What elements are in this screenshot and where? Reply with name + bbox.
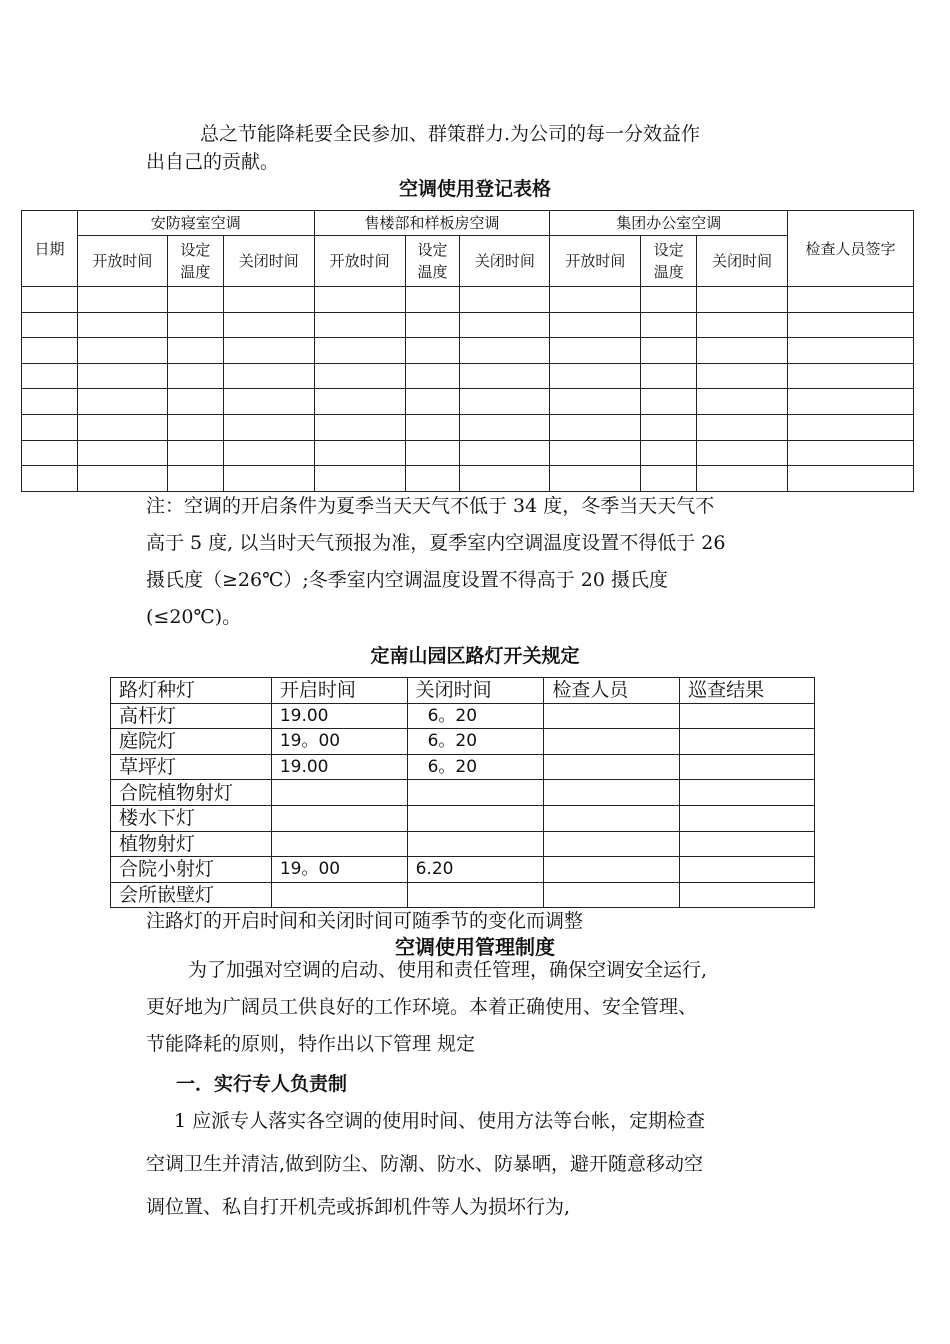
ac-table-cell [77,389,167,415]
ac-table-cell [22,287,78,313]
ac-table-cell [641,338,697,364]
ac-table-cell [405,414,460,440]
lamp-table-cell [544,831,680,857]
ac-note-line-2: 高于 5 度, 以当时天气预报为准，夏季室内空调温度设置不得低于 26 [146,532,726,554]
lamp-table-cell: 楼水下灯 [111,805,272,831]
ac-table-title: 空调使用登记表格 [398,178,551,200]
street-lamp-table [110,677,815,908]
ac-table-cell [22,414,78,440]
ac-table-cell [405,440,460,466]
lamp-table-row [111,729,815,755]
set-temp-header [405,236,460,287]
ac-table-cell [697,312,788,338]
lamp-table-row [111,805,815,831]
ac-table-cell [697,389,788,415]
lamp-table-row [111,882,815,908]
lamp-table-cell [680,831,815,857]
close-time-header: 关闭时间 [223,236,314,287]
ac-table-cell [641,363,697,389]
ac-table-cell [314,440,405,466]
lamp-table-row [111,703,815,729]
lamp-table-cell: 庭院灯 [111,729,272,755]
ac-table-cell [641,414,697,440]
policy-title: 空调使用管理制度 [395,935,555,959]
ac-table-cell [460,363,550,389]
lamp-note: 注路灯的开启时间和关闭时间可随季节的变化而调整 [146,910,584,932]
lamp-table-cell: 19。00 [271,729,407,755]
set-temp-line-2: 温度 [180,263,211,281]
lamp-table-cell: 植物射灯 [111,831,272,857]
ac-table-cell [77,287,167,313]
ac-table-row [22,389,914,415]
lamp-table-cell: 6。20 [407,754,544,780]
open-time-header: 开放时间 [77,236,167,287]
ac-table-row [22,312,914,338]
ac-table-cell [405,287,460,313]
ac-table-cell [697,440,788,466]
ac-table-cell [550,363,641,389]
ac-table-cell [223,287,314,313]
ac-table-row [22,440,914,466]
ac-table-cell [22,312,78,338]
ac-table-cell [314,312,405,338]
item1-line-3: 调位置、私自打开机壳或拆卸机件等人为损坏行为, [146,1196,571,1218]
lamp-table-cell: 6。20 [407,729,544,755]
ac-table-cell [641,312,697,338]
date-header: 日期 [22,211,78,287]
lamp-table-row [111,857,815,883]
ac-table-cell [77,363,167,389]
ac-table-cell [697,414,788,440]
set-temp-header [167,236,223,287]
lamp-table-cell [271,831,407,857]
ac-table-cell [314,363,405,389]
ac-table-row [22,414,914,440]
ac-table-cell [460,414,550,440]
ac-table-cell [550,312,641,338]
group-header-group-office: 集团办公室空调 [550,211,788,236]
ac-table-cell [167,287,223,313]
intro-line-2: 出自己的贡献。 [146,151,280,173]
ac-table-cell [788,287,914,313]
ac-table-cell [788,363,914,389]
ac-table-cell [314,287,405,313]
ac-table-cell [405,312,460,338]
ac-table-row [22,338,914,364]
lamp-table-cell: 合院小射灯 [111,857,272,883]
policy-para1-line-1: 为了加强对空调的启动、使用和责任管理，确保空调安全运行, [188,959,708,981]
signature-header: 检查人员签字 [788,211,914,287]
ac-table-cell [460,287,550,313]
ac-table-body [22,287,914,492]
ac-table-cell [223,338,314,364]
set-temp-line-1: 设定 [417,241,448,259]
lamp-table-cell: 19。00 [271,857,407,883]
section-heading-1: 一．实行专人负责制 [176,1073,348,1095]
lamp-table-cell [680,857,815,883]
policy-para1-line-3: 节能降耗的原则，特作出以下管理 规定 [146,1033,476,1055]
ac-table-cell [314,389,405,415]
lamp-table-cell: 6。20 [407,703,544,729]
lamp-header-inspector: 检查人员 [544,678,680,704]
ac-table-cell [167,414,223,440]
ac-table-cell [223,312,314,338]
lamp-table-cell [544,857,680,883]
ac-table-cell [788,338,914,364]
policy-paragraph [146,952,816,1063]
lamp-table-cell: 高杆灯 [111,703,272,729]
lamp-header-off-time: 关闭时间 [407,678,544,704]
ac-table-cell [641,287,697,313]
ac-table-cell [167,312,223,338]
lamp-table-cell: 19.00 [271,754,407,780]
ac-table-cell [77,338,167,364]
close-time-header: 关闭时间 [460,236,550,287]
ac-table-cell [550,414,641,440]
lamp-table-row [111,754,815,780]
ac-note-line-1: 注：空调的开启条件为夏季当天天气不低于 34 度，冬季当天天气不 [146,495,715,517]
ac-table-cell [460,389,550,415]
set-temp-line-2: 温度 [417,263,448,281]
ac-table-cell [223,414,314,440]
ac-table-cell [167,363,223,389]
lamp-table-cell [680,805,815,831]
lamp-table-cell: 19.00 [271,703,407,729]
ac-table-cell [22,338,78,364]
ac-table-cell [788,440,914,466]
lamp-table-cell [271,882,407,908]
lamp-header-result: 巡查结果 [680,678,815,704]
lamp-table-cell [680,754,815,780]
ac-registration-table [21,210,914,492]
ac-table-cell [405,363,460,389]
ac-table-cell [788,466,914,492]
ac-table-cell [460,338,550,364]
item1-line-2: 空调卫生并清洁,做到防尘、防潮、防水、防暴晒，避开随意移动空 [146,1153,704,1175]
ac-table-cell [223,363,314,389]
ac-table-cell [167,389,223,415]
lamp-table-cell [544,754,680,780]
lamp-table-row [111,831,815,857]
set-temp-line-1: 设定 [653,241,684,259]
lamp-table-cell [544,703,680,729]
lamp-table-cell [680,729,815,755]
ac-table-cell [77,414,167,440]
ac-table-cell [460,440,550,466]
ac-table-cell [77,440,167,466]
lamp-table-cell [680,882,815,908]
ac-table-cell [405,389,460,415]
group-header-security-dorm: 安防寝室空调 [77,211,314,236]
lamp-table-cell: 草坪灯 [111,754,272,780]
ac-table-cell [22,389,78,415]
lamp-table-cell [680,780,815,806]
close-time-header: 关闭时间 [697,236,788,287]
lamp-table-cell [407,780,544,806]
lamp-table-cell [407,882,544,908]
ac-note-line-3: 摄氏度（≥26℃）;冬季室内空调温度设置不得高于 20 摄氏度 [146,569,669,591]
ac-table-cell [314,414,405,440]
ac-table-cell [697,338,788,364]
ac-table-cell [697,363,788,389]
ac-table-cell [223,389,314,415]
policy-para1-line-2: 更好地为广阔员工供良好的工作环境。本着正确使用、安全管理、 [146,996,698,1018]
ac-table-cell [22,466,78,492]
ac-table-cell [641,440,697,466]
lamp-table-cell: 6.20 [407,857,544,883]
ac-table-cell [550,287,641,313]
open-time-header: 开放时间 [550,236,641,287]
lamp-table-cell [271,780,407,806]
item1-line-1: 1 应派专人落实各空调的使用时间、使用方法等台帐，定期检查 [174,1110,706,1132]
ac-table-cell [697,287,788,313]
lamp-table-cell [544,805,680,831]
lamp-table-body [111,703,815,908]
ac-table-cell [22,440,78,466]
ac-note [146,488,806,636]
set-temp-header [641,236,697,287]
lamp-table-row [111,780,815,806]
ac-table-cell [550,389,641,415]
ac-table-cell [788,312,914,338]
lamp-table-cell [407,805,544,831]
ac-table-cell [167,440,223,466]
lamp-header-on-time: 开启时间 [271,678,407,704]
ac-table-cell [22,363,78,389]
lamp-table-cell: 合院植物射灯 [111,780,272,806]
lamp-table-cell [271,805,407,831]
lamp-table-cell [544,882,680,908]
ac-table-row [22,363,914,389]
ac-table-cell [223,440,314,466]
set-temp-line-1: 设定 [180,241,211,259]
ac-table-cell [405,338,460,364]
ac-table-row [22,287,914,313]
ac-table-cell [788,389,914,415]
lamp-table-cell: 会所嵌壁灯 [111,882,272,908]
ac-table-cell [167,338,223,364]
ac-table-cell [460,312,550,338]
lamp-table-cell [544,729,680,755]
ac-table-cell [788,414,914,440]
set-temp-line-2: 温度 [653,263,684,281]
intro-line-1: 总之节能降耗要全民参加、群策群力.为公司的每一分效益作 [200,123,701,145]
lamp-table-cell [680,703,815,729]
policy-item-1 [146,1100,816,1229]
lamp-table-cell [544,780,680,806]
ac-table-cell [550,440,641,466]
lamp-table-title: 定南山园区路灯开关规定 [370,645,580,667]
ac-table-cell [641,389,697,415]
group-header-sales-office: 售楼部和样板房空调 [314,211,550,236]
lamp-header-type: 路灯种灯 [111,678,272,704]
ac-table-cell [314,338,405,364]
lamp-table-cell [407,831,544,857]
ac-table-cell [550,338,641,364]
ac-table-cell [77,312,167,338]
open-time-header: 开放时间 [314,236,405,287]
ac-note-line-4: (≤20℃)。 [146,606,242,628]
